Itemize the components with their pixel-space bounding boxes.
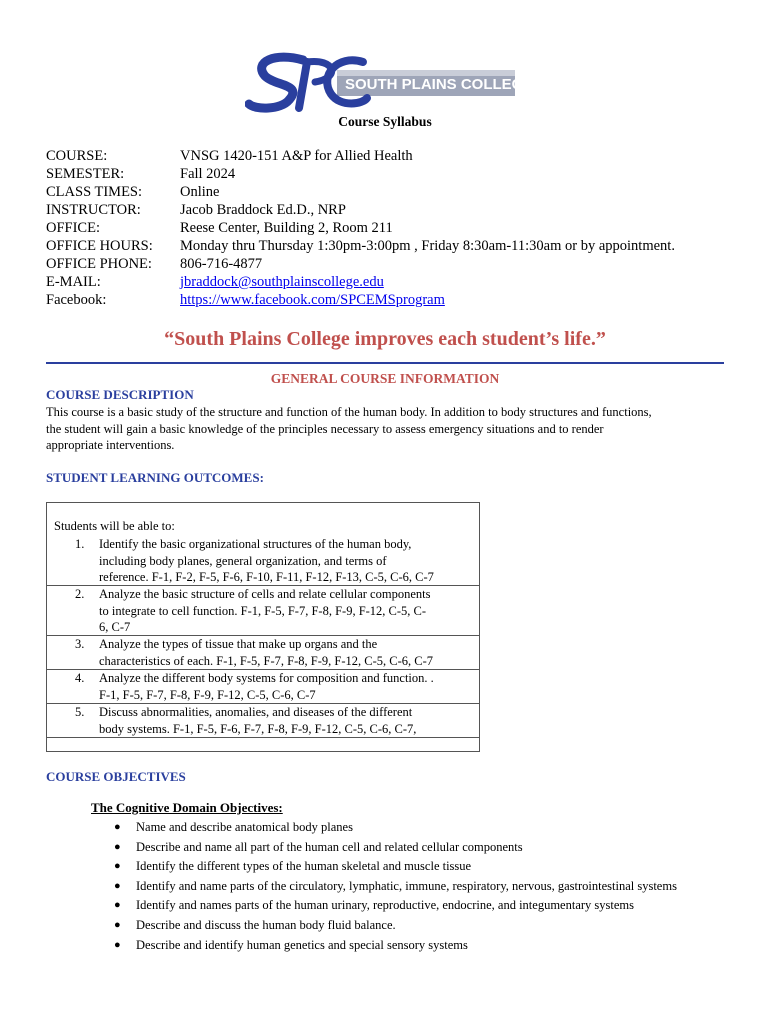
outcome-number: 1. xyxy=(75,537,85,551)
description-line: This course is a basic study of the structure and function of the human body. In addition to body structures and functions, xyxy=(46,405,652,419)
objective-text: Identify and names parts of the human urinary, reproductive, endocrine, and integumentary systems xyxy=(136,898,634,913)
objective-text: Identify and name parts of the circulatory, lymphatic, immune, respiratory, nervous, gastrointestinal systems xyxy=(136,878,677,893)
info-value: Reese Center, Building 2, Room 211 xyxy=(180,220,393,236)
outcome-line: body systems. F-1, F-5, F-6, F-7, F-8, F-9, F-12, C-5, C-6, C-7, xyxy=(99,721,417,736)
description-line: appropriate interventions. xyxy=(46,438,175,452)
outcome-divider xyxy=(47,737,479,738)
description-line: the student will gain a basic knowledge of the principles necessary to assess emergency situations and to render xyxy=(46,421,604,436)
outcome-item-5 xyxy=(75,704,475,737)
objective-text: Describe and name all part of the human cell and related cellular components xyxy=(136,839,523,854)
section-divider xyxy=(46,362,724,364)
outcome-line: characteristics of each. F-1, F-5, F-7, F-8, F-9, F-12, C-5, C-6, C-7 xyxy=(99,653,433,668)
course-info xyxy=(46,147,675,309)
learning-outcomes-box xyxy=(46,502,480,752)
info-label: COURSE: xyxy=(46,148,108,164)
info-row-class-times xyxy=(46,183,675,201)
college-motto: “South Plains College improves each student’s life.” xyxy=(164,328,606,350)
list-item xyxy=(112,818,712,838)
outcome-item-3 xyxy=(75,636,475,669)
bullet-icon: ● xyxy=(114,938,121,951)
info-label: Facebook: xyxy=(46,292,107,308)
info-label: INSTRUCTOR: xyxy=(46,202,141,218)
info-value: Fall 2024 xyxy=(180,166,236,182)
objective-text: Identify the different types of the human skeletal and muscle tissue xyxy=(136,859,472,874)
course-description-text xyxy=(46,404,736,454)
info-row-office-phone xyxy=(46,255,675,273)
outcome-number: 4. xyxy=(75,671,85,685)
outcome-number: 5. xyxy=(75,705,85,719)
course-description-heading: COURSE DESCRIPTION xyxy=(46,387,194,402)
outcomes-intro: Students will be able to: xyxy=(54,519,175,533)
info-row-office xyxy=(46,219,675,237)
info-label: SEMESTER: xyxy=(46,166,125,182)
college-logo xyxy=(245,48,535,118)
outcome-line: reference. F-1, F-2, F-5, F-6, F-10, F-11, F-12, F-13, C-5, C-6, C-7 xyxy=(99,570,434,584)
outcome-item-4 xyxy=(75,670,475,703)
bullet-icon: ● xyxy=(114,899,121,912)
info-label: CLASS TIMES: xyxy=(46,184,143,200)
learning-outcomes-heading: STUDENT LEARNING OUTCOMES: xyxy=(46,470,264,485)
objective-text: Name and describe anatomical body planes xyxy=(136,820,353,834)
list-item xyxy=(112,877,712,897)
list-item xyxy=(112,838,712,858)
outcome-line: F-1, F-5, F-7, F-8, F-9, F-12, C-5, C-6, C-7 xyxy=(99,687,316,702)
cognitive-objectives-heading: The Cognitive Domain Objectives: xyxy=(91,800,283,815)
outcome-line: 6, C-7 xyxy=(99,620,131,634)
outcome-line: to integrate to cell function. F-1, F-5, F-7, F-8, F-9, F-12, C-5, C- xyxy=(99,603,427,618)
objective-text: Describe and discuss the human body fluid balance. xyxy=(136,917,396,932)
info-row-email xyxy=(46,273,675,291)
info-label: OFFICE HOURS: xyxy=(46,238,153,254)
list-item xyxy=(112,857,712,877)
info-value: Online xyxy=(180,184,220,200)
info-value: 806-716-4877 xyxy=(180,256,263,272)
outcome-line: Analyze the different body systems for composition and function. . xyxy=(99,671,434,685)
info-label: OFFICE PHONE: xyxy=(46,256,152,272)
info-row-semester xyxy=(46,165,675,183)
info-row-office-hours xyxy=(46,237,675,255)
outcome-line: including body planes, general organization, and terms of xyxy=(99,553,387,568)
bullet-icon: ● xyxy=(114,821,121,833)
info-row-facebook xyxy=(46,291,675,309)
bullet-icon: ● xyxy=(114,879,121,892)
info-value: VNSG 1420-151 A&P for Allied Health xyxy=(180,148,413,164)
outcome-line: Analyze the types of tissue that make up organs and the xyxy=(99,637,378,651)
outcome-item-2 xyxy=(75,586,475,636)
bullet-icon: ● xyxy=(114,860,121,873)
list-item xyxy=(112,936,712,956)
list-item xyxy=(112,896,712,916)
info-label: E-MAIL: xyxy=(46,274,101,290)
outcome-line: Discuss abnormalities, anomalies, and diseases of the different xyxy=(99,705,413,719)
bullet-icon: ● xyxy=(114,840,121,853)
outcome-line: Analyze the basic structure of cells and relate cellular components xyxy=(99,587,431,601)
info-value: Jacob Braddock Ed.D., NRP xyxy=(180,202,346,218)
bullet-icon: ● xyxy=(114,918,121,931)
general-info-heading: GENERAL COURSE INFORMATION xyxy=(270,371,500,386)
info-row-course xyxy=(46,147,675,165)
objectives-list xyxy=(112,818,712,955)
outcome-number: 2. xyxy=(75,587,85,601)
outcome-item-1 xyxy=(75,536,475,586)
outcome-number: 3. xyxy=(75,637,85,651)
objective-text: Describe and identify human genetics and special sensory systems xyxy=(136,937,468,952)
list-item xyxy=(112,916,712,936)
info-label: OFFICE: xyxy=(46,220,100,236)
page-title: Course Syllabus xyxy=(338,114,432,129)
info-value: Monday thru Thursday 1:30pm-3:00pm , Friday 8:30am-11:30am or by appointment. xyxy=(180,238,675,254)
info-row-instructor xyxy=(46,201,675,219)
facebook-link[interactable]: https://www.facebook.com/SPCEMSprogram xyxy=(180,292,445,308)
course-objectives-heading: COURSE OBJECTIVES xyxy=(46,769,186,784)
email-link[interactable]: jbraddock@southplainscollege.edu xyxy=(180,274,384,290)
logo-text: SOUTH PLAINS COLLEGE xyxy=(345,76,534,93)
outcome-line: Identify the basic organizational structures of the human body, xyxy=(99,537,412,551)
